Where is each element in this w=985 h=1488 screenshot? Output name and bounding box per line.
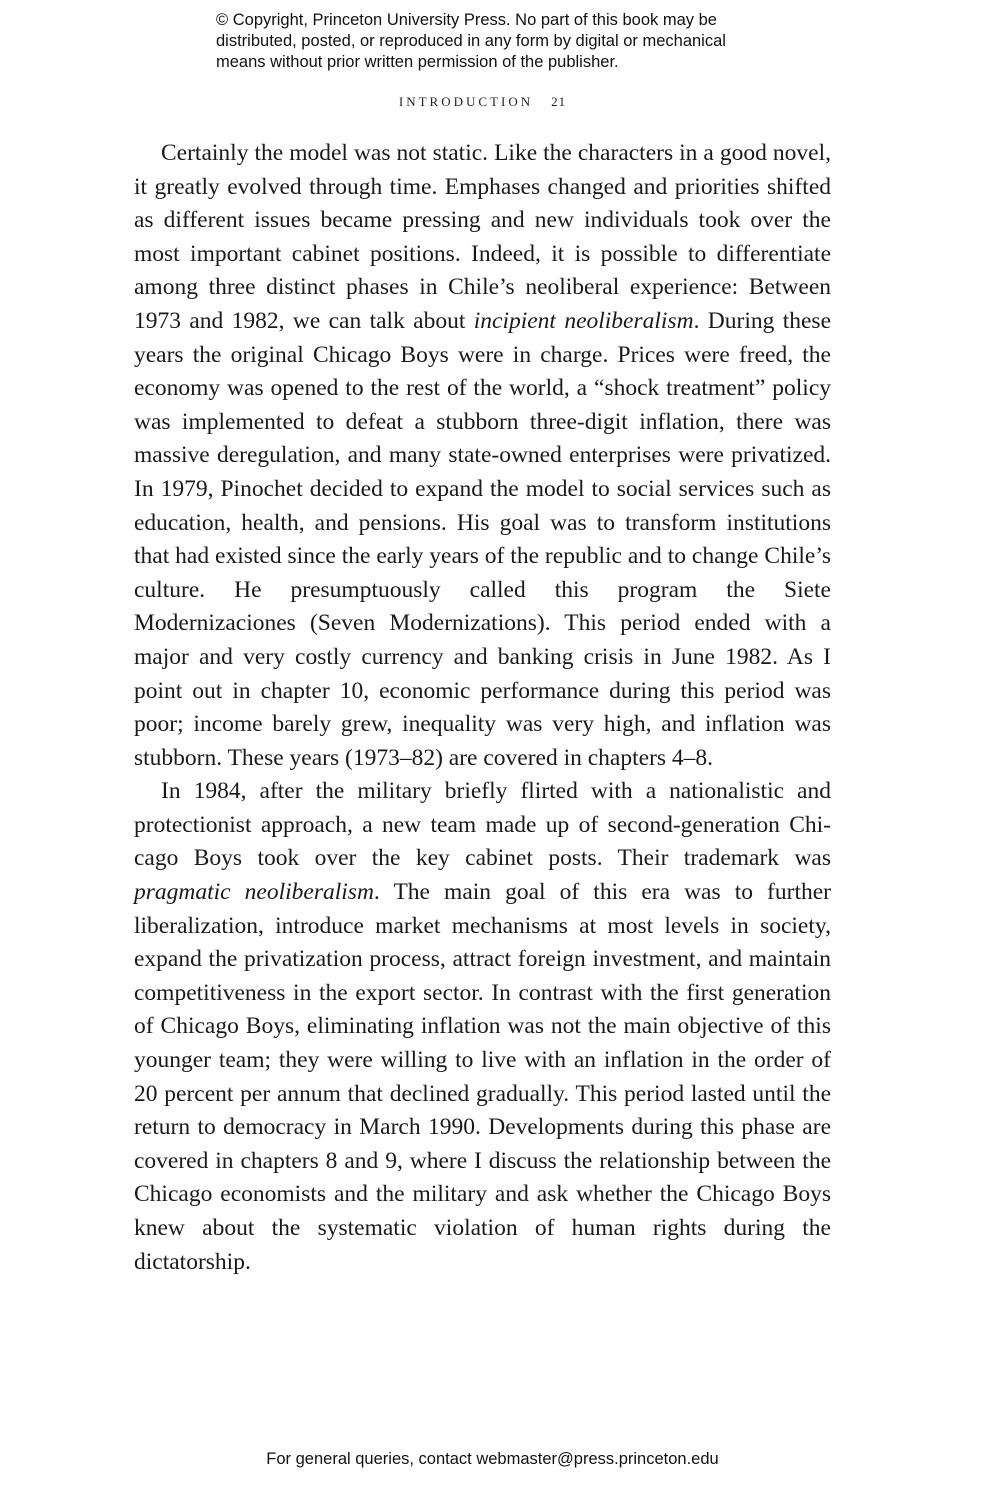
footer-contact: For general queries, contact webmaster@press.princeton.edu [266, 1450, 719, 1468]
copyright-line-2: distributed, posted, or reproduced in any form by digital or mechanical [216, 32, 726, 50]
paragraph-1 [134, 137, 831, 775]
paragraph-1-text-a: Certainly the model was not static. Like the characters in a good novel, it greatly evolved through time. Emphases changed and priorities shifted as different issues became pressing and new individuals took over the most important cabinet positions. Indeed, it is possible to differentiate among three distinct phases in Chile’s neoliberal experience: Between 1973 and 1982, we can talk about [134, 140, 831, 334]
paragraph-2 [134, 775, 831, 1279]
paragraph-1-text-b: . During these years the original Chicago Boys were in charge. Prices were freed, the economy was opened to the rest of the world, a “shock treatment” policy was implemented to defeat a stubborn three-digit inflation, there was massive deregulation, and many state-owned enterprises were privatized. In 1979, Pinochet decided to expand the model to social services such as education, health, and pensions. His goal was to transform institutions that had existed since the early years of the republic and to change Chile’s culture. He presumptuously called this program the Siete Modernizaciones (Seven Modernizations). This period ended with a major and very costly currency and banking crisis in June 1982. As I point out in chapter 10, economic performance during this period was poor; income barely grew, inequality was very high, and inflation was stubborn. These years (1973–82) are covered in chapters 4–8. [134, 307, 832, 771]
copyright-notice [216, 10, 816, 73]
copyright-line-3: means without prior written permission of the publisher. [216, 53, 619, 71]
paragraph-2-text-a: In 1984, after the military briefly flirted with a nationalistic and protectionist approach, a new team made up of second-generation Chicago Boys took over the key cabinet posts. Their trademark was [134, 778, 831, 872]
paragraph-2-italic-term: pragmatic neoliberalism [134, 879, 374, 906]
copyright-line-1: © Copyright, Princeton University Press. No part of this book may be [216, 11, 717, 29]
running-head [0, 94, 965, 110]
paragraph-2-text-b: . The main goal of this era was to further liberalization, introduce market mechanisms at most levels in society, expand the privatization process, attract foreign investment, and maintain competitiveness in the export sector. In contrast with the first generation of Chicago Boys, eliminating inflation was not the main objective of this younger team; they were willing to live with an inflation in the order of 20 percent per annum that declined gradually. This period lasted until the return to democracy in March 1990. Developments during this phase are covered in chapters 8 and 9, where I discuss the relationship between the Chicago economists and the military and ask whether the Chicago Boys knew about the systematic violation of human rights during the dictatorship. [134, 879, 831, 1275]
paragraph-1-italic-term: incipient neoliberalism [473, 307, 694, 334]
page-number: 21 [551, 94, 567, 109]
running-head-title: INTRODUCTION [398, 94, 534, 109]
body-text [134, 137, 831, 1279]
